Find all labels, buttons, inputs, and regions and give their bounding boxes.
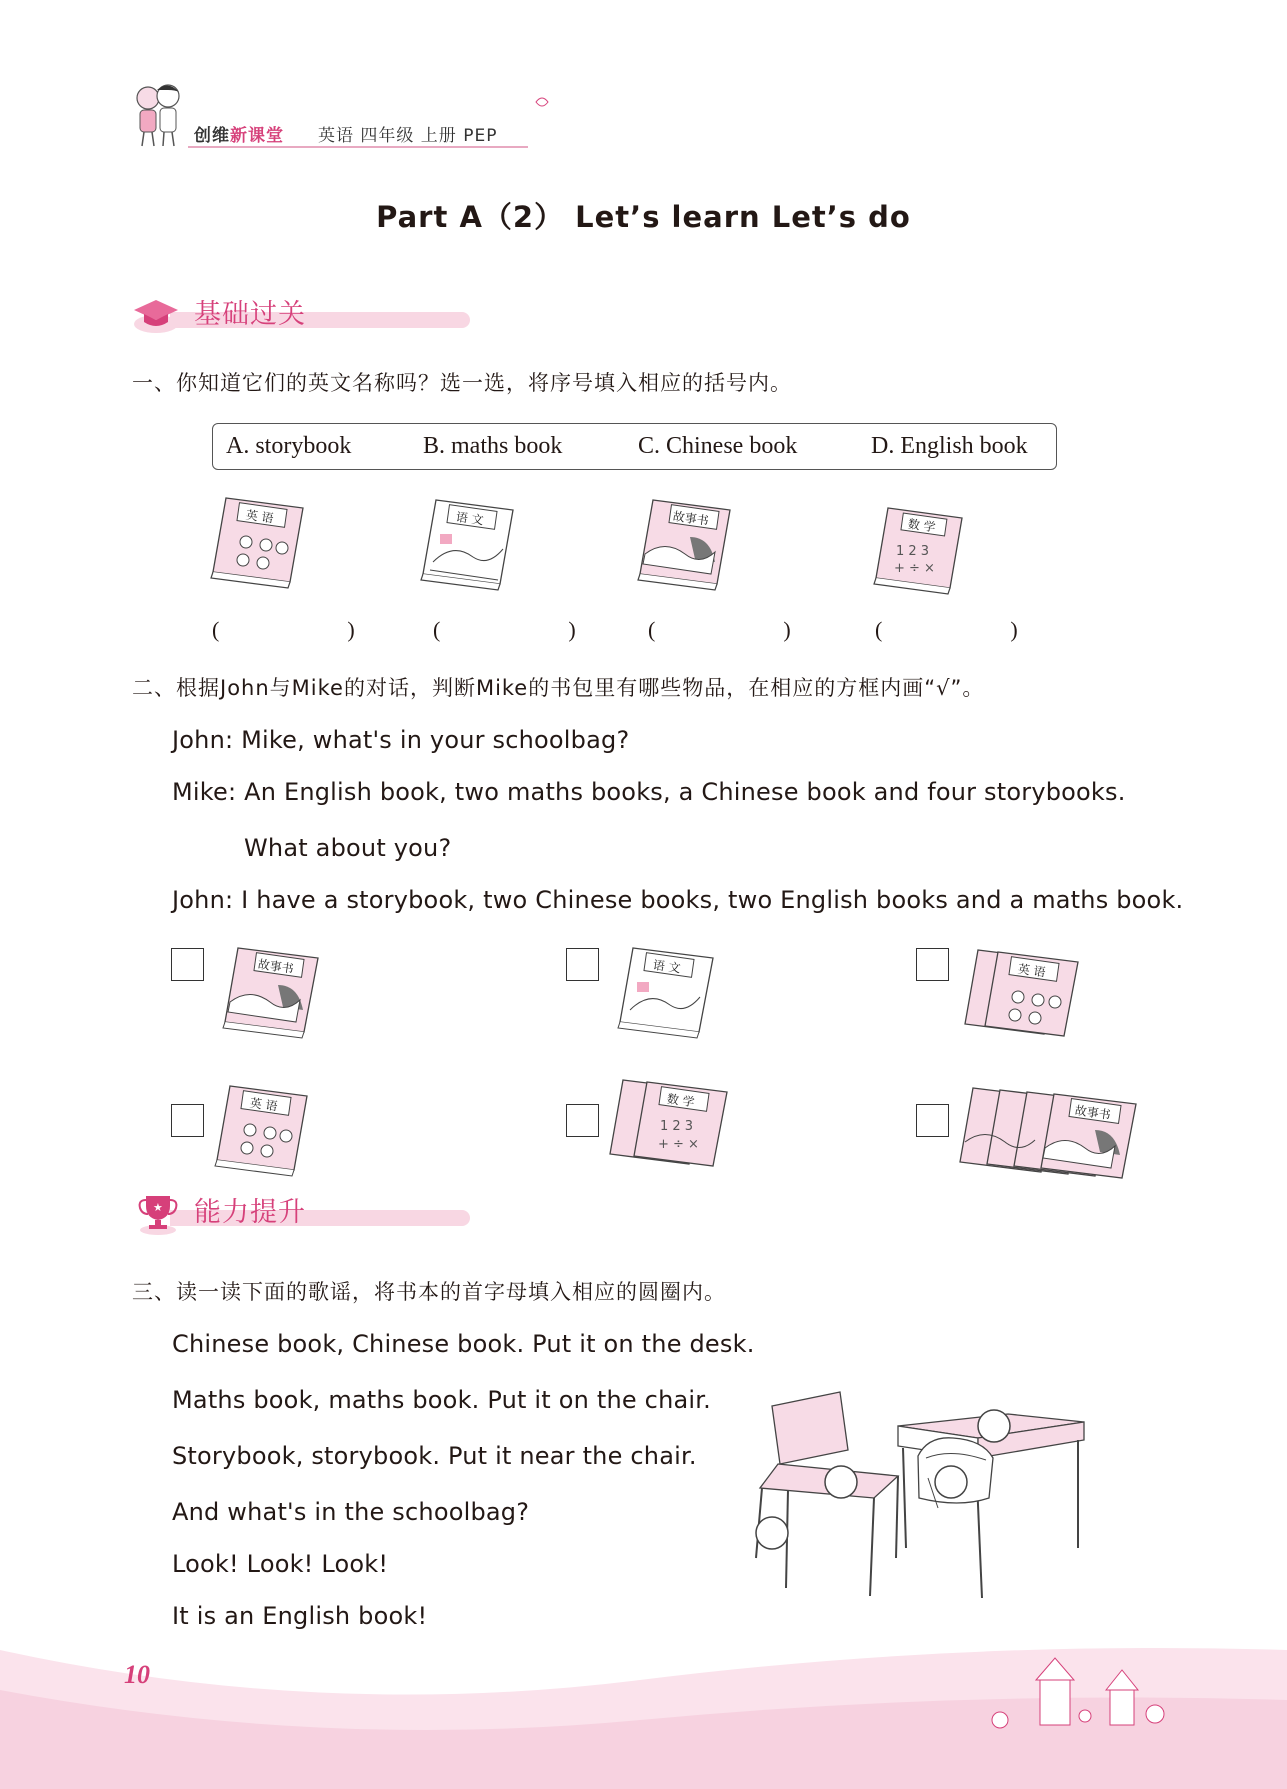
book-label: 语 文 xyxy=(454,509,485,528)
options-box xyxy=(212,423,1057,470)
page-number: 10 xyxy=(124,1660,150,1689)
chair-desk-illustration xyxy=(748,1388,1088,1603)
chant-line: Chinese book, Chinese book. Put it on the desk. xyxy=(172,1330,755,1358)
option-c: C. Chinese book xyxy=(638,433,798,459)
book-label: 语 文 xyxy=(651,957,682,976)
book-label: 数 学 xyxy=(906,516,937,535)
chant-line: Storybook, storybook. Put it near the chair. xyxy=(172,1442,697,1470)
english-book-icon xyxy=(208,490,313,590)
maths-book-icon xyxy=(872,500,972,595)
answer-slot[interactable]: ( ) xyxy=(433,617,604,642)
checkbox-storybooks[interactable] xyxy=(916,1104,949,1137)
section-banner-advanced xyxy=(130,1190,470,1234)
dialog-line: What about you? xyxy=(244,834,452,862)
chinese-book-icon xyxy=(418,492,523,592)
book-label: 英 语 xyxy=(248,1095,279,1114)
chant-line: It is an English book! xyxy=(172,1602,428,1630)
english-book-icon xyxy=(212,1078,317,1178)
dialog-line: John: I have a storybook, two Chinese books, two English books and a maths book. xyxy=(172,886,1184,914)
checkbox-storybook-1[interactable] xyxy=(171,948,204,981)
book-label: 故事书 xyxy=(671,509,710,529)
header-brand xyxy=(194,121,284,146)
chant-line: And what's in the schoolbag? xyxy=(172,1498,530,1526)
q3-instruction: 三、读一读下面的歌谣，将书本的首字母填入相应的圆圈内。 xyxy=(132,1280,726,1304)
storybook-icon xyxy=(635,492,740,592)
four-storybooks-icon xyxy=(955,1080,1145,1190)
trophy-icon xyxy=(134,1190,182,1236)
section-title: 基础过关 xyxy=(194,299,306,330)
answer-slot[interactable]: ( ) xyxy=(875,617,1046,642)
answer-slot[interactable]: ( ) xyxy=(648,617,819,642)
graduation-cap-icon xyxy=(130,292,182,336)
checkbox-english-book[interactable] xyxy=(171,1104,204,1137)
option-a: A. storybook xyxy=(226,433,352,459)
section-title: 能力提升 xyxy=(194,1197,306,1228)
svg-text:1 2 3: 1 2 3 xyxy=(896,544,930,559)
svg-text:+ ÷ ×: + ÷ × xyxy=(894,561,935,576)
header-underline xyxy=(188,146,528,148)
kids-mascot-icon xyxy=(128,80,190,150)
chinese-book-icon xyxy=(615,940,725,1040)
answer-circle-desk[interactable] xyxy=(978,1410,1010,1442)
checkbox-chinese-book[interactable] xyxy=(566,948,599,981)
answer-slot[interactable]: ( ) xyxy=(212,617,383,642)
option-b: B. maths book xyxy=(423,433,563,459)
q1-instruction: 一、你知道它们的英文名称吗？选一选，将序号填入相应的括号内。 xyxy=(132,371,792,395)
book-label: 英 语 xyxy=(1016,961,1047,980)
book-label: 故事书 xyxy=(1073,1103,1112,1123)
brand-part2: 新课堂 xyxy=(230,126,284,146)
two-english-books-icon xyxy=(958,942,1088,1042)
star-deco-icon xyxy=(532,94,552,110)
svg-text:+ ÷ ×: + ÷ × xyxy=(658,1137,699,1152)
answer-circle-chair[interactable] xyxy=(825,1466,857,1498)
q2-instruction: 二、根据John与Mike的对话，判断Mike的书包里有哪些物品，在相应的方框内画“√”。 xyxy=(132,676,985,700)
svg-text:★: ★ xyxy=(153,1201,163,1214)
chant-line: Look! Look! Look! xyxy=(172,1550,389,1578)
two-maths-books-icon xyxy=(605,1072,740,1172)
dialog-line: Mike: An English book, two maths books, a Chinese book and four storybooks. xyxy=(172,778,1126,806)
svg-text:1 2 3: 1 2 3 xyxy=(660,1119,694,1134)
chant-line: Maths book, maths book. Put it on the chair. xyxy=(172,1386,711,1414)
dialog-line: John: Mike, what's in your schoolbag? xyxy=(172,726,630,754)
answer-circle-near-chair[interactable] xyxy=(756,1517,788,1549)
page-title: Part A（2） Let’s learn Let’s do xyxy=(376,200,911,234)
book-label: 英 语 xyxy=(244,507,275,526)
book-label: 数 学 xyxy=(665,1091,696,1110)
section-banner-basic xyxy=(130,292,470,336)
answer-circle-schoolbag[interactable] xyxy=(935,1466,967,1498)
book-label: 故事书 xyxy=(256,957,295,977)
castle-deco-icon xyxy=(960,1650,1180,1740)
storybook-icon xyxy=(220,940,330,1040)
header-subtitle: 英语 四年级 上册 PEP xyxy=(318,126,498,146)
checkbox-maths-books[interactable] xyxy=(566,1104,599,1137)
checkbox-english-books[interactable] xyxy=(916,948,949,981)
option-d: D. English book xyxy=(871,433,1028,459)
brand-part1: 创维 xyxy=(194,126,230,146)
